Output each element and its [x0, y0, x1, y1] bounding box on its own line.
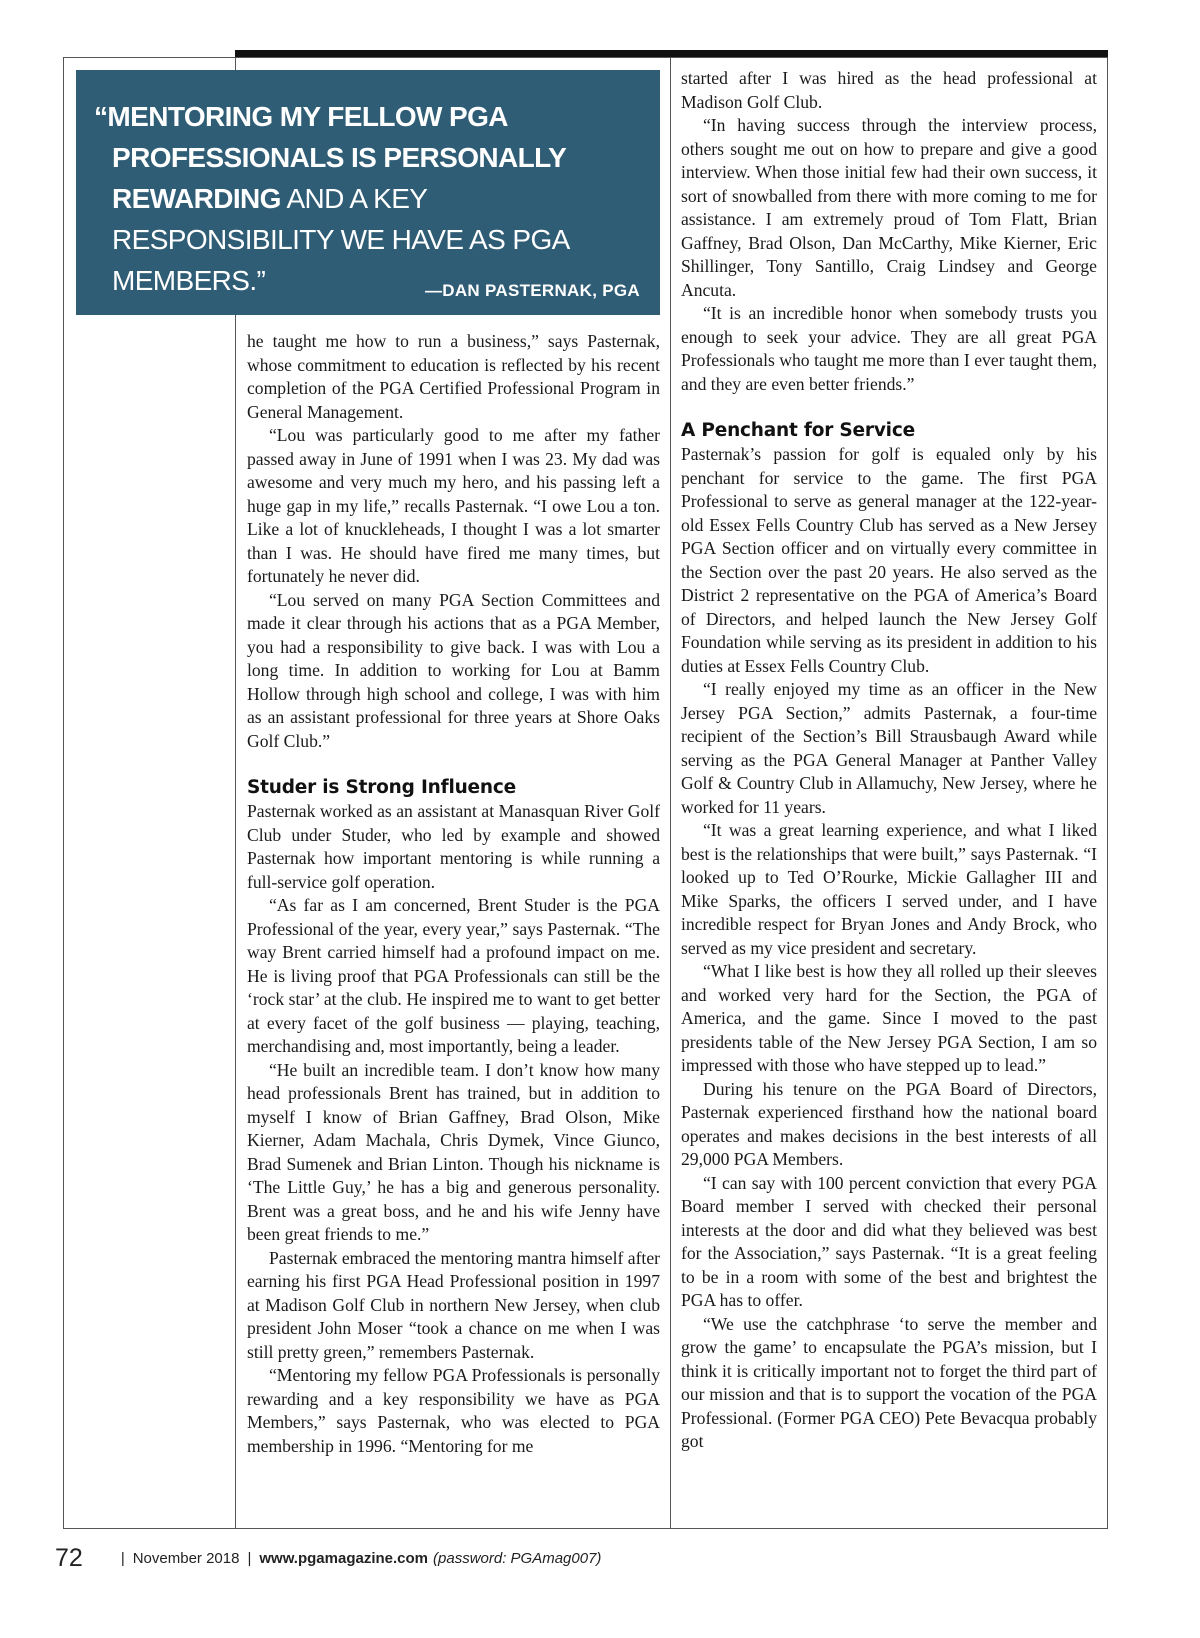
pull-quote-line: PROFESSIONALS IS PERSONALLY: [112, 142, 567, 173]
section-heading: A Penchant for Service: [681, 420, 915, 441]
paragraph: “We use the catchphrase ‘to serve the member and grow the game’ to encapsulate the PGA’s mission, but I think it is critically important not to forget the third part of our mission and that is to support the vocation of the PGA Professional. (Former PGA CEO) Pete Bevacqua probably got: [681, 1313, 1097, 1451]
paragraph: “Lou served on many PGA Section Committees and made it clear through his actions that as a PGA Member, you had a responsibility to give back. I was with Lou a long time. In addition to working for Lou at Bamm Hollow through high school and college, I was with him as an assistant professional for three years at Shore Oaks Golf Club.”: [247, 589, 660, 751]
page-footer: [55, 1538, 601, 1578]
paragraph: Pasternak worked as an assistant at Manasquan River Golf Club under Studer, who led by example and showed Pasternak how important mentoring is while running a full-service golf operation.: [247, 801, 660, 892]
footer-separator: |: [247, 1549, 252, 1567]
paragraph: “Lou was particularly good to me after my father passed away in June of 1991 when I was 23. My dad was awesome and very much my hero, and his passing left a huge gap in my life,” recalls Pasternak. “I owe Lou a ton. Like a lot of knuckleheads, I thought I was a lot smarter than I was. He should have fired me many times, but fortunately he never did.: [247, 425, 660, 586]
pull-quote-line: MEMBERS.”: [112, 265, 266, 296]
section-heading: Studer is Strong Influence: [247, 777, 516, 798]
pull-quote-emphasis: REWARDING: [112, 183, 281, 214]
paragraph: During his tenure on the PGA Board of Directors, Pasternak experienced firsthand how the national board operates and makes decisions in the best interests of all 29,000 PGA Members.: [681, 1078, 1097, 1169]
right-column: [681, 67, 1097, 1454]
website-link[interactable]: www.pgamagazine.com: [259, 1549, 429, 1567]
top-rule: [235, 50, 1108, 57]
paragraph: “I really enjoyed my time as an officer in the New Jersey PGA Section,” admits Pasternak, a four-time recipient of the Section’s Bill Strausbaugh Award while serving as the PGA General Manager at Panther Valley Golf & Country Club in Allamuchy, New Jersey, where he worked for 11 years.: [681, 679, 1097, 817]
paragraph: he taught me how to run a business,” says Pasternak, whose commitment to education is reflected by his recent completion of the PGA Certified Professional Program in General Management.: [247, 331, 660, 422]
pull-quote-line: [94, 178, 640, 219]
pull-quote-line: “MENTORING MY FELLOW PGA: [94, 101, 508, 132]
issue-date: November 2018: [132, 1549, 240, 1567]
pull-quote: [76, 70, 660, 315]
pull-quote-attribution: —DAN PASTERNAK, PGA: [424, 281, 640, 300]
paragraph: Pasternak embraced the mentoring mantra himself after earning his first PGA Head Professional position in 1997 at Madison Golf Club in northern New Jersey, when club president John Moser “took a chance on me when I was still pretty green,” remembers Pasternak.: [247, 1247, 660, 1362]
column-divider: [670, 57, 671, 1529]
page-number: 72: [55, 1543, 83, 1572]
paragraph: “He built an incredible team. I don’t know how many head professionals Brent has trained, but in addition to myself I know of Brian Gaffney, Brad Olson, Mike Kierner, Adam Machala, Chris Dymek, Vince Giunco, Brad Sumenek and Brian Linton. Though his nickname is ‘The Little Guy,’ he has a big and generous personality. Brent was a great boss, and he and his wife Jenny have been great friends to me.”: [247, 1059, 660, 1244]
paragraph: “What I like best is how they all rolled up their sleeves and worked very hard for the Section, the PGA of America, and the game. Since I moved to the past presidents table of the New Jersey PGA Section, I am so impressed with those who have stepped up to lead.”: [681, 961, 1097, 1075]
password-note: (password: PGAmag007): [433, 1549, 602, 1567]
paragraph: “As far as I am concerned, Brent Studer is the PGA Professional of the year, every year,” says Pasternak. “The way Brent carried himself had a profound impact on me. He is living proof that PGA Professionals can still be the ‘rock star’ at the club. He inspired me to want to get better at every facet of the golf business — playing, teaching, merchandising and, most importantly, being a leader.: [247, 895, 660, 1056]
paragraph: “It was a great learning experience, and what I liked best is the relationships that were built,” says Pasternak. “I looked up to Ted O’Rourke, Mickie Gallagher III and Mike Sparks, the officers I served under, and I have incredible respect for Bryan Jones and Andy Brock, who served as my vice president and secretary.: [681, 820, 1097, 958]
pull-quote-line: RESPONSIBILITY WE HAVE AS PGA: [112, 224, 570, 255]
paragraph: “Mentoring my fellow PGA Professionals is personally rewarding and a key responsibility we have as PGA Members,” says Pasternak, who was elected to PGA membership in 1996. “Mentoring for me: [247, 1365, 660, 1456]
paragraph: “In having success through the interview process, others sought me out on how to prepare and give a good interview. When those initial few had their own success, it sort of snowballed from there with more coming to me for assistance. I am extremely proud of Tom Flatt, Brian Gaffney, Brad Olson, Dan McCarthy, Mike Kierner, Eric Shillinger, Tony Santillo, Craig Lindsey and George Ancuta.: [681, 115, 1097, 300]
footer-separator: |: [120, 1549, 125, 1567]
paragraph: “It is an incredible honor when somebody trusts you enough to seek your advice. They are all great PGA Professionals who taught me more than I ever taught them, and they are even better friends.”: [681, 303, 1097, 394]
paragraph: started after I was hired as the head professional at Madison Golf Club.: [681, 68, 1097, 112]
left-column: [247, 330, 660, 1458]
pull-quote-text: AND A KEY: [280, 183, 428, 214]
paragraph: “I can say with 100 percent conviction that every PGA Board member I served with checked their personal interests at the door and did what they believed was best for the Association,” says Pasternak. “It is a great feeling to be in a room with some of the best and brightest the PGA has to offer.: [681, 1172, 1097, 1310]
paragraph: Pasternak’s passion for golf is equaled only by his penchant for service to the game. The first PGA Professional to serve as general manager at the 122-year-old Essex Fells Country Club has served as a New Jersey PGA Section officer and on virtually every committee in the Section over the past 20 years. He also served as the District 2 representative on the PGA of America’s Board of Directors, and helped launch the New Jersey Golf Foundation while serving as its president in addition to his duties at Essex Fells Country Club.: [681, 444, 1097, 676]
